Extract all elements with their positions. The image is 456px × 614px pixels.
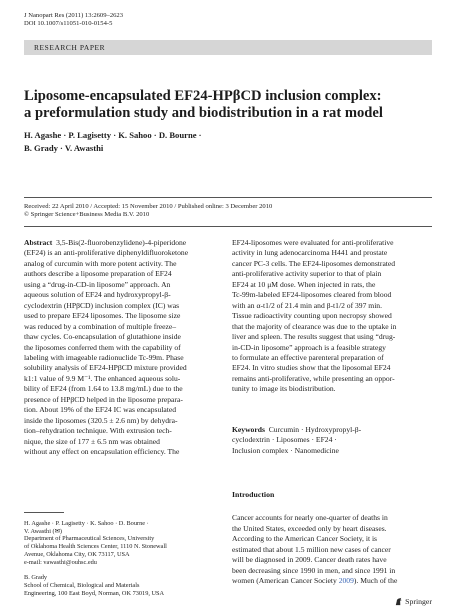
springer-horse-icon [394, 597, 403, 606]
abstract-line: EF24. In vitro studies show that the liposomal EF24 [232, 363, 391, 373]
abstract-line: EF24 at 10 μM dose. When injected in rats, the [232, 279, 376, 289]
copyright: © Springer Science+Business Media B.V. 2010 [24, 211, 150, 219]
authors [24, 129, 324, 155]
abstract-line: was reduced by a combination of multiple freeze– [24, 321, 177, 331]
title-line-1: Liposome-encapsulated EF24-HPβCD inclusion complex: [24, 88, 382, 104]
abstract-line: labeling with imageable radionuclide Tc-99m. Phase [24, 352, 184, 362]
intro-line: been decreasing since 1990 in men, and since 1991 in [232, 565, 396, 575]
affiliation-line: Department of Pharmaceutical Sciences, University [24, 535, 155, 543]
abstract-line: Tc-99m-labeled EF24-liposomes cleared from blood [232, 290, 392, 300]
affiliations [24, 520, 224, 597]
abstract-line: cyclodextrin (HPβCD) inclusion complex (IC) was [24, 300, 180, 310]
abstract-line: the liposomes conferred them with the capability of [24, 342, 181, 352]
affiliation-line: H. Agashe · P. Lagisetty · K. Sahoo · D. Bourne · [24, 520, 149, 527]
abstract-line: tion–rehydration technique. With extrusion tech- [24, 426, 172, 436]
abstract-line: nique, the size of 177 ± 6.5 nm was obtained [24, 436, 160, 446]
introduction-text [232, 513, 432, 587]
email[interactable]: e-mail: vawasthi@ouhsc.edu [24, 558, 97, 566]
footnote-divider [24, 512, 64, 513]
keywords-line: cyclodextrin · Liposomes · EF24 · [232, 435, 337, 445]
dates-line-1: Received: 22 April 2010 / Accepted: 15 November 2010 / Published online: 3 December 2010 [24, 203, 273, 210]
abstract-line: thaw cycles. Co-encapsulation of glutathione inside [24, 332, 181, 342]
abstract-line: to formulate an effective parenteral preparation of [232, 352, 384, 362]
affiliation-line: Avenue, Oklahoma City, OK 73117, USA [24, 550, 130, 558]
abstract-line: inside the liposomes (320.5 ± 2.6 nm) by dehydra- [24, 415, 178, 425]
keywords [232, 425, 432, 456]
abstract-line: (EF24) is an anti-proliferative diphenyldifluoroketone [24, 248, 189, 258]
divider-bottom [24, 226, 432, 227]
affiliation-line: V. Awasthi (✉) [24, 527, 62, 535]
authors-line-2: B. Grady · V. Awasthi [24, 143, 104, 153]
abstract-line: activity in lung adenocarcinoma H441 and prostate [232, 248, 388, 258]
abstract-line: bility of EF24 (from 1.64 to 13.8 mg/mL) due to the [24, 384, 183, 394]
abstract-line: liver and spleen. The results suggest that using “drug- [232, 332, 396, 342]
abstract-line: cancer PC-3 cells. The EF24-liposomes demonstrated [232, 258, 396, 268]
paper-title [24, 88, 434, 122]
introduction-heading: Introduction [232, 490, 275, 499]
divider-top [24, 197, 432, 198]
abstract-line: that the majority of clearance was due to the uptake in [232, 321, 397, 331]
abstract-line: anti-proliferative activity superior to that of plain [232, 269, 382, 279]
keywords-heading: Keywords [232, 425, 265, 434]
title-line-2: a preformulation study and biodistribution in a rat model [24, 105, 383, 121]
abstract-heading: Abstract [24, 238, 53, 247]
abstract-left-column [24, 238, 223, 458]
abstract-line: Abstract 3,5-Bis(2-fluorobenzylidene)-4-piperidone [24, 238, 187, 247]
affiliation-line: School of Chemical, Biological and Materials [24, 581, 140, 589]
keywords-line: Inclusion complex · Nanomedicine [232, 445, 339, 455]
section-label: RESEARCH PAPER [34, 43, 106, 52]
abstract-line: solubility analysis of EF24-HPβCD mixture provided [24, 363, 187, 373]
abstract-line: tunity to image its biodistribution. [232, 384, 336, 394]
affiliation-line: B. Grady [24, 574, 48, 582]
abstract-line: EF24-liposomes were evaluated for anti-proliferative [232, 238, 394, 247]
authors-line-1: H. Agashe · P. Lagisetty · K. Sahoo · D. Bourne · [24, 130, 202, 140]
publisher-name: Springer [405, 597, 432, 606]
abstract-line: used to prepare EF24 liposomes. The liposome size [24, 311, 181, 321]
abstract-line: with an α-t1/2 of 21.4 min and β-t1/2 of 397 min. [232, 300, 382, 310]
abstract-line: k1:1 value of 9.9 M⁻¹. The enhanced aqueous solu- [24, 373, 181, 383]
abstract-line: remains anti-proliferative, while presenting an oppor- [232, 373, 395, 383]
abstract-line: Tissue radioactivity counting upon necropsy showed [232, 311, 392, 321]
intro-line: According to the American Cancer Society, it is [232, 534, 378, 543]
abstract-right-column [232, 238, 432, 395]
abstract-line: tion. About 19% of the EF24 IC was encapsulated [24, 405, 177, 415]
abstract-line: in-CD-in liposome” approach is a feasible strategy [232, 342, 386, 352]
intro-line: will be diagnosed in 2009. Cancer death rates have [232, 555, 387, 564]
abstract-line: without any effect on encapsulation efficiency. The [24, 447, 180, 457]
intro-line: Cancer accounts for nearly one-quarter of deaths in [232, 513, 388, 522]
abstract-line: authors describe a liposome preparation of EF24 [24, 269, 172, 279]
keywords-line: Keywords Curcumin · Hydroxypropyl-β- [232, 425, 362, 434]
intro-line: estimated that about 1.5 million new cases of cancer [232, 544, 391, 554]
citation-link[interactable]: 2009 [338, 576, 354, 585]
doi: DOI 10.1007/s11051-010-0154-5 [24, 20, 113, 28]
affiliation-line: Engineering, 100 East Boyd, Norman, OK 73019, USA [24, 589, 165, 597]
abstract-line: presence of HPβCD helped in the liposome prepara- [24, 394, 183, 404]
intro-line: women (American Cancer Society 2009). Much of the [232, 576, 398, 585]
journal-header [24, 12, 123, 28]
journal-citation: J Nanopart Res (2011) 13:2609–2623 [24, 12, 124, 19]
intro-line: the United States, exceeded only by heart diseases. [232, 523, 387, 533]
publisher-logo [394, 597, 432, 606]
abstract-line: analog of curcumin with more potent activity. The [24, 258, 177, 268]
affiliation-line: of Oklahoma Health Sciences Center, 1110 N. Stonewall [24, 543, 167, 551]
abstract-line: using a “drug-in-CD-in liposome” approach. An [24, 279, 171, 289]
abstract-line: aqueous solution of EF24 and hydroxypropyl-β- [24, 290, 171, 300]
publication-dates [24, 203, 272, 220]
section-band [24, 40, 432, 55]
